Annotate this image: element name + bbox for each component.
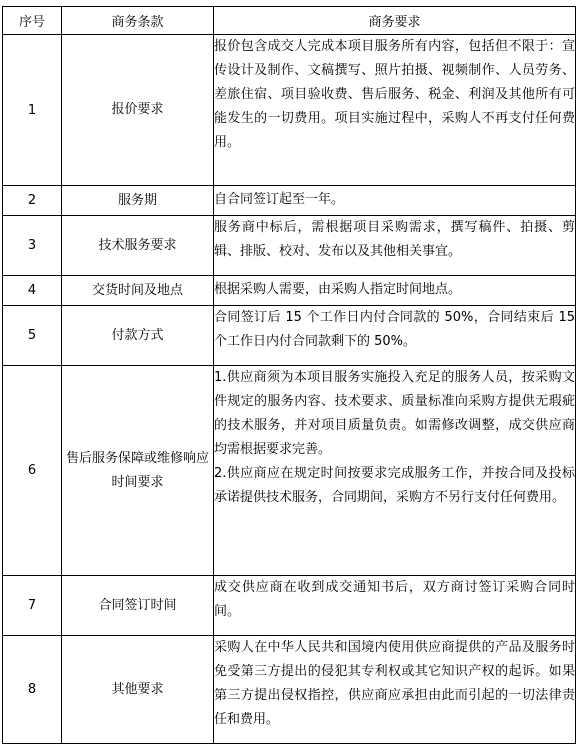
row-serial-no: 8 — [3, 636, 62, 744]
requirement-paragraph: 1.供应商须为本项目服务实施投入充足的服务人员，按采购文件规定的服务内容、技术要求、质量标准向采购方提供无瑕疵的技术服务，并对项目质量负责。如需修改调整，成交供应商均需根据要求完善。 — [214, 370, 575, 457]
requirement-paragraph: 根据采购人需要，由采购人指定时间地点。 — [214, 282, 462, 297]
requirement-paragraph: 报价包含成交人完成本项目服务所有内容，包括但不限于：宣传设计及制作、文稿撰写、照片拍摄、视频制作、人员劳务、差旅住宿、项目验收费、售后服务、税金、利润及其他所有可能发生的一切费用。项目实施过程中，采购人不再支付任何费用。 — [214, 39, 575, 150]
row-requirement — [214, 216, 576, 276]
row-serial-no: 4 — [3, 276, 62, 306]
table-row — [3, 636, 576, 744]
table-row — [3, 216, 576, 276]
table-header-row — [3, 7, 576, 35]
table-row — [3, 276, 576, 306]
table-row — [3, 576, 576, 636]
row-term-name — [62, 216, 214, 276]
header-serial-no: 序号 — [3, 7, 62, 35]
row-term-name — [62, 306, 214, 366]
term-name-text: 售后服务保障或维修响应时间要求 — [66, 450, 210, 490]
row-requirement — [214, 366, 576, 576]
table-row — [3, 35, 576, 186]
row-serial-no: 6 — [3, 366, 62, 576]
term-name-text: 其他要求 — [111, 681, 164, 697]
row-term-name — [62, 366, 214, 576]
row-serial-no: 3 — [3, 216, 62, 276]
requirement-paragraph: 合同签订后 15 个工作日内付合同款的 50%，合同结束后 15 个工作日内付合同款剩下的 50%。 — [214, 310, 575, 349]
row-term-name — [62, 186, 214, 216]
row-term-name — [62, 576, 214, 636]
row-serial-no: 5 — [3, 306, 62, 366]
requirement-paragraph: 自合同签订起至一年。 — [214, 192, 345, 207]
table-row — [3, 186, 576, 216]
table-row — [3, 366, 576, 576]
row-term-name — [62, 276, 214, 306]
term-name-text: 报价要求 — [111, 102, 164, 117]
row-requirement — [214, 276, 576, 306]
header-business-term: 商务条款 — [62, 7, 214, 35]
term-name-text: 服务期 — [117, 192, 157, 208]
requirement-paragraph: 成交供应商在收到成交通知书后，双方商讨签订采购合同时间。 — [214, 580, 575, 619]
row-serial-no: 1 — [3, 35, 62, 186]
term-name-text: 交货时间及地点 — [91, 282, 183, 298]
row-requirement — [214, 306, 576, 366]
business-terms-table — [2, 6, 576, 744]
term-name-text: 技术服务要求 — [98, 237, 177, 253]
row-requirement — [214, 186, 576, 216]
requirement-paragraph: 采购人在中华人民共和国境内使用供应商提供的产品及服务时免受第三方提出的侵犯其专利权或其它知识产权的起诉。如果第三方提出侵权指控，供应商应承担由此而引起的一切法律责任和费用。 — [214, 640, 575, 727]
requirement-paragraph: 服务商中标后，需根据项目采购需求，撰写稿件、拍摄、剪辑、排版、校对、发布以及其他相关事宜。 — [214, 220, 575, 259]
row-term-name — [62, 636, 214, 744]
row-requirement — [214, 35, 576, 186]
term-name-text: 合同签订时间 — [98, 597, 177, 613]
table-row — [3, 306, 576, 366]
row-serial-no: 7 — [3, 576, 62, 636]
header-business-requirement: 商务要求 — [214, 7, 576, 35]
row-requirement — [214, 576, 576, 636]
row-requirement — [214, 636, 576, 744]
row-serial-no: 2 — [3, 186, 62, 216]
row-term-name — [62, 35, 214, 186]
requirement-paragraph: 2.供应商应在规定时间按要求完成服务工作，并按合同及投标承诺提供技术服务，合同期间，采购方不另行支付任何费用。 — [214, 466, 575, 505]
term-name-text: 付款方式 — [111, 327, 164, 343]
